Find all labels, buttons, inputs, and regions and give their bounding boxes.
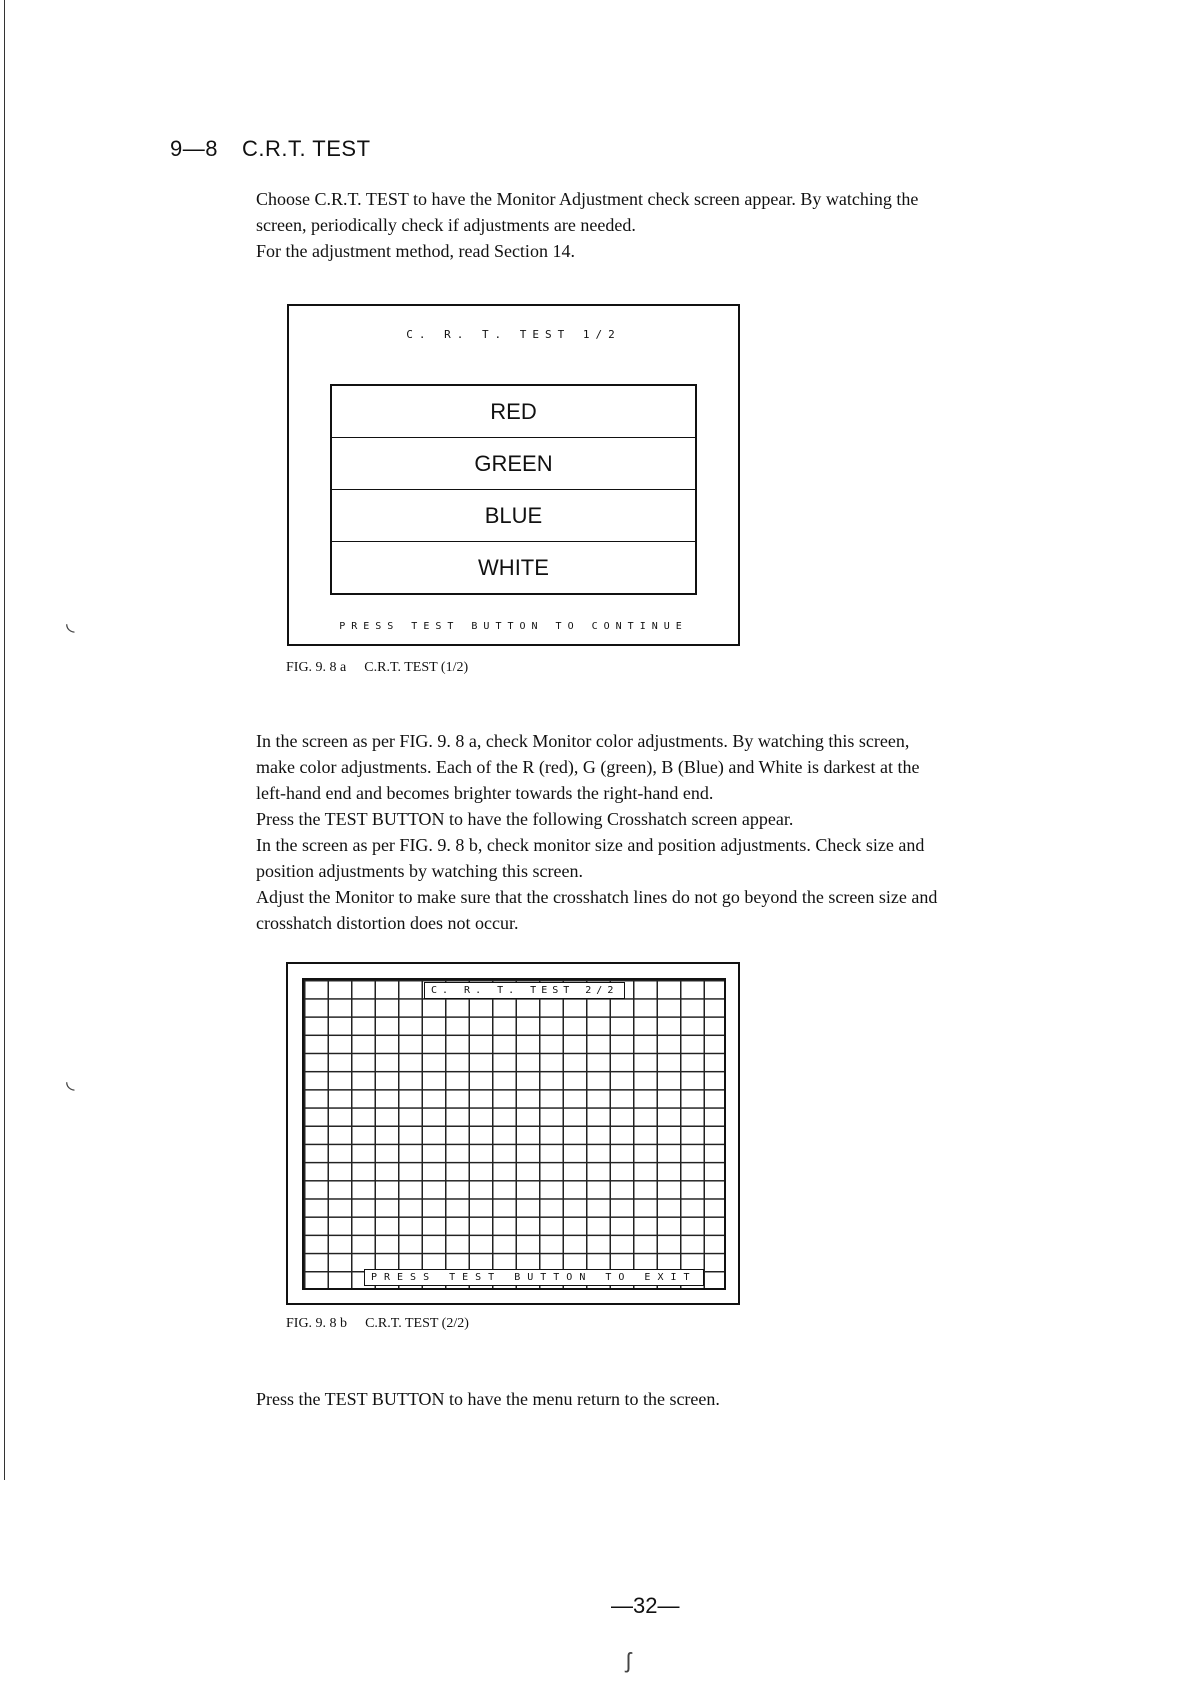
- figure-caption-b: [286, 1316, 469, 1332]
- caption-text: C.R.T. TEST (1/2): [364, 660, 469, 675]
- screen-title: C. R. T. TEST 2/2: [424, 982, 625, 999]
- menu-item-blue[interactable]: BLUE: [332, 490, 695, 542]
- body-line: crosshatch distortion does not occur.: [256, 913, 519, 933]
- caption-label: FIG. 9. 8 b: [286, 1316, 348, 1331]
- screen-footer: PRESS TEST BUTTON TO EXIT: [364, 1269, 704, 1286]
- closing-paragraph: [256, 1386, 1106, 1412]
- section-number: 9—8: [170, 136, 218, 161]
- scan-mark: ◟: [66, 610, 75, 635]
- body-line: Press the TEST BUTTON to have the following Crosshatch screen appear.: [256, 809, 794, 829]
- screen-title: C. R. T. TEST 1/2: [406, 328, 621, 341]
- intro-line: screen, periodically check if adjustments are needed.: [256, 215, 636, 235]
- menu-item-green[interactable]: GREEN: [332, 438, 695, 490]
- crt-test-screen-2: [286, 962, 740, 1305]
- scan-mark: ◟: [66, 1068, 75, 1093]
- caption-label: FIG. 9. 8 a: [286, 660, 347, 675]
- page-margin-rule: [4, 0, 5, 1480]
- intro-paragraph: [256, 186, 1106, 264]
- body-line: make color adjustments. Each of the R (red), G (green), B (Blue) and White is darkest at the: [256, 757, 920, 777]
- crosshatch-grid: [302, 978, 726, 1290]
- body-line: position adjustments by watching this screen.: [256, 861, 583, 881]
- intro-line: For the adjustment method, read Section 14.: [256, 241, 575, 261]
- section-title: C.R.T. TEST: [241, 136, 371, 161]
- body-line: In the screen as per FIG. 9. 8 b, check monitor size and position adjustments. Check size and: [256, 835, 925, 855]
- intro-line: Choose C.R.T. TEST to have the Monitor Adjustment check screen appear. By watching the: [256, 189, 919, 209]
- color-menu: [330, 384, 697, 595]
- menu-item-white[interactable]: WHITE: [478, 555, 549, 580]
- figure-caption-a: [286, 660, 468, 676]
- body-line: left-hand end and becomes brighter towards the right-hand end.: [256, 783, 714, 803]
- page-number: —32—: [611, 1593, 680, 1618]
- crt-test-screen-1: [287, 304, 740, 646]
- body-line: In the screen as per FIG. 9. 8 a, check Monitor color adjustments. By watching this screen,: [256, 731, 910, 751]
- section-heading: [170, 136, 371, 162]
- caption-text: C.R.T. TEST (2/2): [365, 1316, 469, 1331]
- body-line: Adjust the Monitor to make sure that the crosshatch lines do not go beyond the screen size and: [256, 887, 938, 907]
- screen-footer: PRESS TEST BUTTON TO CONTINUE: [339, 621, 688, 632]
- menu-item-red[interactable]: RED: [332, 386, 695, 438]
- closing-line: Press the TEST BUTTON to have the menu return to the screen.: [256, 1389, 720, 1409]
- body-paragraph: [256, 728, 1106, 936]
- scan-mark: ʃ: [626, 1648, 631, 1673]
